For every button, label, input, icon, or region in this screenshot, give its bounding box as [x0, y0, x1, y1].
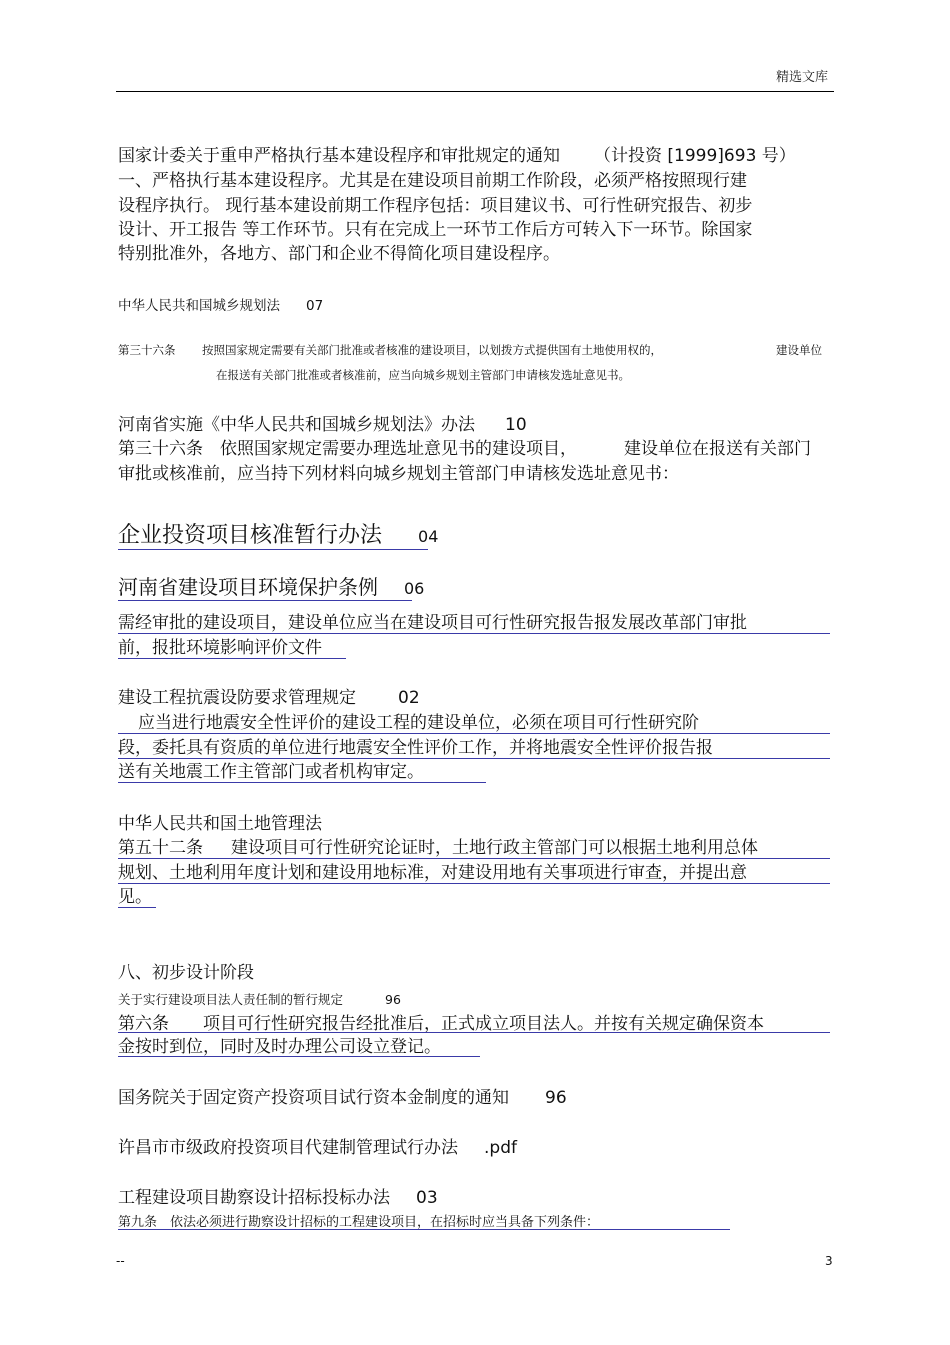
henan-env-underline-2 — [118, 658, 346, 659]
henan-env-line-1: 需经审批的建设项目，建设单位应当在建设项目可行性研究报告报发展改革部门审批 — [118, 613, 747, 633]
preliminary-design-heading: 八、初步设计阶段 — [118, 963, 254, 983]
henan-planning-line-1b: 建设单位在报送有关部门 — [624, 439, 811, 459]
legal-person-underline-2 — [118, 1056, 480, 1057]
land-law-underline-2 — [118, 883, 830, 884]
footer-left: -- — [116, 1254, 125, 1268]
page-number: 3 — [825, 1254, 833, 1268]
urban-planning-law-title: 中华人民共和国城乡规划法 07 — [118, 298, 324, 314]
legal-person-line-1: 第六条 项目可行性研究报告经批准后，正式成立项目法人。并按有关规定确保资本 — [118, 1014, 764, 1034]
land-law-underline-1 — [118, 858, 830, 859]
capital-system-title: 国务院关于固定资产投资项目试行资本金制度的通知 96 — [118, 1088, 567, 1108]
land-law-title: 中华人民共和国土地管理法 — [118, 814, 322, 834]
urban-planning-article-line-2: 在报送有关部门批准或者核准前，应当向城乡规划主管部门申请核发选址意见书。 — [216, 368, 630, 382]
legal-person-underline-1 — [118, 1032, 830, 1033]
henan-env-title-underline — [118, 600, 412, 601]
seismic-line-3: 送有关地震工作主管部门或者机构审定。 — [118, 762, 424, 782]
notice-line-2: 设程序执行。 现行基本建设前期工作程序包括：项目建议书、可行性研究报告、初步 — [118, 196, 753, 216]
henan-planning-title: 河南省实施《中华人民共和国城乡规划法》办法 10 — [118, 415, 527, 435]
header-rule — [116, 91, 834, 92]
enterprise-approval-title: 企业投资项目核准暂行办法 04 — [118, 523, 439, 548]
land-law-line-2: 规划、土地利用年度计划和建设用地标准，对建设用地有关事项进行审查，并提出意 — [118, 863, 747, 883]
enterprise-approval-underline — [118, 549, 428, 550]
seismic-underline-3 — [118, 782, 486, 783]
seismic-line-1: 应当进行地震安全性评价的建设工程的建设单位，必须在项目可行性研究阶 — [138, 713, 699, 733]
land-law-line-3: 见。 — [118, 887, 152, 907]
henan-env-title: 河南省建设项目环境保护条例 06 — [118, 575, 425, 599]
henan-planning-line-2: 审批或核准前，应当持下列材料向城乡规划主管部门申请核发选址意见书： — [118, 464, 679, 484]
urban-planning-article-line-1: 按照国家规定需要有关部门批准或者核准的建设项目，以划拨方式提供国有土地使用权的， — [202, 343, 662, 357]
land-law-line-1: 第五十二条 建设项目可行性研究论证时，土地行政主管部门可以根据土地利用总体 — [118, 838, 758, 858]
henan-env-line-2: 前，报批环境影响评价文件 — [118, 638, 322, 658]
henan-planning-line-1a: 第三十六条 依照国家规定需要办理选址意见书的建设项目， — [118, 439, 577, 459]
seismic-line-2: 段，委托具有资质的单位进行地震安全性评价工作，并将地震安全性评价报告报 — [118, 738, 713, 758]
notice-line-3: 设计、开工报告 等工作环节。只有在完成上一环节工作后方可转入下一环节。除国家 — [118, 220, 753, 240]
urban-planning-article-line-1b: 建设单位 — [776, 343, 822, 357]
seismic-title: 建设工程抗震设防要求管理规定 02 — [118, 688, 420, 708]
seismic-underline-1 — [118, 733, 830, 734]
notice-line-4: 特别批准外，各地方、部门和企业不得简化项目建设程序。 — [118, 244, 560, 264]
xuchang-agent-title: 许昌市市级政府投资项目代建制管理试行办法 .pdf — [118, 1138, 517, 1158]
urban-planning-article-label: 第三十六条 — [118, 343, 176, 357]
notice-ref: （计投资 [1999]693 号） — [594, 146, 796, 166]
notice-line-1: 一、严格执行基本建设程序。尤其是在建设项目前期工作阶段，必须严格按照现行建 — [118, 171, 747, 191]
legal-person-line-2: 金按时到位，同时及时办理公司设立登记。 — [118, 1037, 441, 1057]
survey-bidding-title: 工程建设项目勘察设计招标投标办法 03 — [118, 1188, 438, 1208]
survey-bidding-article: 第九条 依法必须进行勘察设计招标的工程建设项目，在招标时应当具备下列条件： — [118, 1215, 600, 1230]
notice-title: 国家计委关于重申严格执行基本建设程序和审批规定的通知 （计投资 [1999]693 号） — [118, 146, 796, 166]
legal-person-rule-title: 关于实行建设项目法人责任制的暂行规定 96 — [118, 992, 401, 1007]
henan-env-underline-1 — [118, 633, 830, 634]
survey-bidding-underline — [118, 1229, 730, 1230]
header-title: 精选文库 — [776, 70, 829, 85]
land-law-underline-3 — [118, 907, 156, 908]
seismic-underline-2 — [118, 758, 830, 759]
